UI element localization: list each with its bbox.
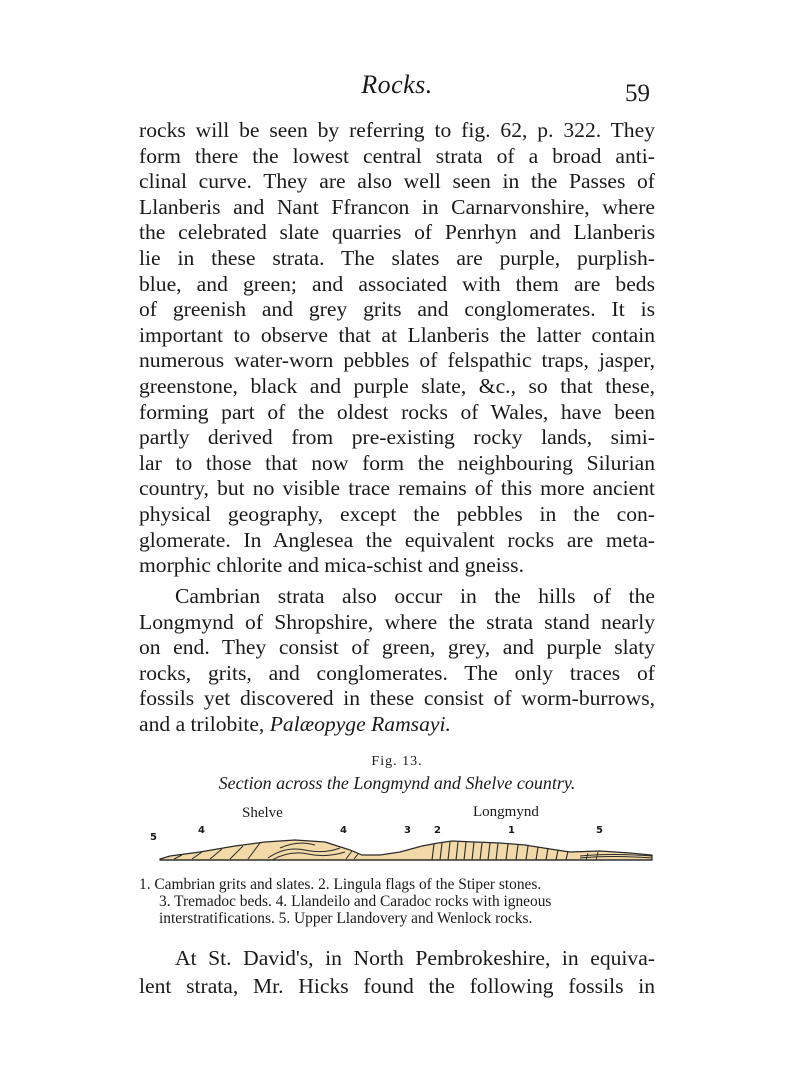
paragraph-cambrian-wales <box>139 118 655 579</box>
figure-legend <box>139 876 659 927</box>
species-name: Palæopyge Ramsayi. <box>269 711 451 736</box>
text-line: numerous water-worn pebbles of felspathic traps, jasper, <box>139 348 655 373</box>
text-line <box>139 712 655 738</box>
text-line: rocks, grits, and conglomerates. The only traces of <box>139 660 655 685</box>
text-line: of greenish and grey grits and conglomerates. It is <box>139 297 655 322</box>
text-line: glomerate. In Anglesea the equivalent rocks are meta- <box>139 527 655 552</box>
text-line: blue, and green; and associated with them are beds <box>139 271 655 296</box>
text-segment: and a trilobite, <box>139 711 270 736</box>
text-line: physical geography, except the pebbles in the con- <box>139 501 655 526</box>
text-line: At St. David's, in North Pembrokeshire, in equiva- <box>175 946 655 970</box>
paragraph-st-davids <box>139 944 655 1000</box>
legend-line: 3. Tremadoc beds. 4. Llandeilo and Caradoc rocks with igneous <box>159 893 552 910</box>
page-title: Rocks. <box>361 70 433 99</box>
text-line: the celebrated slate quarries of Penrhyn and Llanberis <box>139 220 655 245</box>
figure-label: Fig. 13. <box>371 754 423 769</box>
text-line: form there the lowest central strata of a broad anti- <box>139 143 655 168</box>
stratum-number: 3 <box>404 825 411 836</box>
text-line: fossils yet discovered in these consist of worm-burrows, <box>139 686 655 711</box>
figure-caption: Section across the Longmynd and Shelve country. <box>218 773 576 793</box>
text-line: Llanberis and Nant Ffrancon in Carnarvonshire, where <box>139 194 655 219</box>
text-line: lie in these strata. The slates are purple, purplish- <box>139 245 655 270</box>
text-line: lent strata, Mr. Hicks found the following fossils in <box>139 974 655 998</box>
stratum-number: 2 <box>434 825 441 836</box>
text-line: partly derived from pre-existing rocky lands, simi- <box>139 425 655 450</box>
text-line: Cambrian strata also occur in the hills of the <box>175 584 655 608</box>
place-label-shelve: Shelve <box>242 805 283 821</box>
stratum-number: 1 <box>508 825 515 836</box>
place-label-longmynd: Longmynd <box>473 804 539 820</box>
paragraph-cambrian-shropshire <box>139 584 655 738</box>
text-line: important to observe that at Llanberis the latter contain <box>139 322 655 347</box>
text-line: Longmynd of Shropshire, where the strata stand nearly <box>139 609 655 634</box>
text-line: clinal curve. They are also well seen in the Passes of <box>139 169 655 194</box>
text-line: country, but no visible trace remains of this more ancient <box>139 476 655 501</box>
legend-line: interstratifications. 5. Upper Llandovery and Wenlock rocks. <box>159 910 533 927</box>
text-line: rocks will be seen by referring to fig. 62, p. 322. They <box>139 118 655 142</box>
text-line: greenstone, black and purple slate, &c., so that these, <box>139 373 655 398</box>
stratum-number: 5 <box>596 825 603 836</box>
page-number: 59 <box>625 80 650 107</box>
stratum-number: 4 <box>340 825 347 836</box>
text-line: morphic chlorite and mica-schist and gneiss. <box>139 553 524 578</box>
running-head <box>140 66 654 106</box>
geological-section-figure <box>140 798 656 870</box>
text-line: forming part of the oldest rocks of Wales, have been <box>139 399 655 424</box>
stratum-number: 5 <box>150 832 157 843</box>
legend-line: 1. Cambrian grits and slates. 2. Lingula flags of the Stiper stones. <box>139 876 542 893</box>
terrain-profile <box>160 840 652 860</box>
stratum-number: 4 <box>198 825 205 836</box>
text-line: on end. They consist of green, grey, and purple slaty <box>139 635 655 660</box>
text-line: lar to those that now form the neighbouring Silurian <box>139 450 655 475</box>
